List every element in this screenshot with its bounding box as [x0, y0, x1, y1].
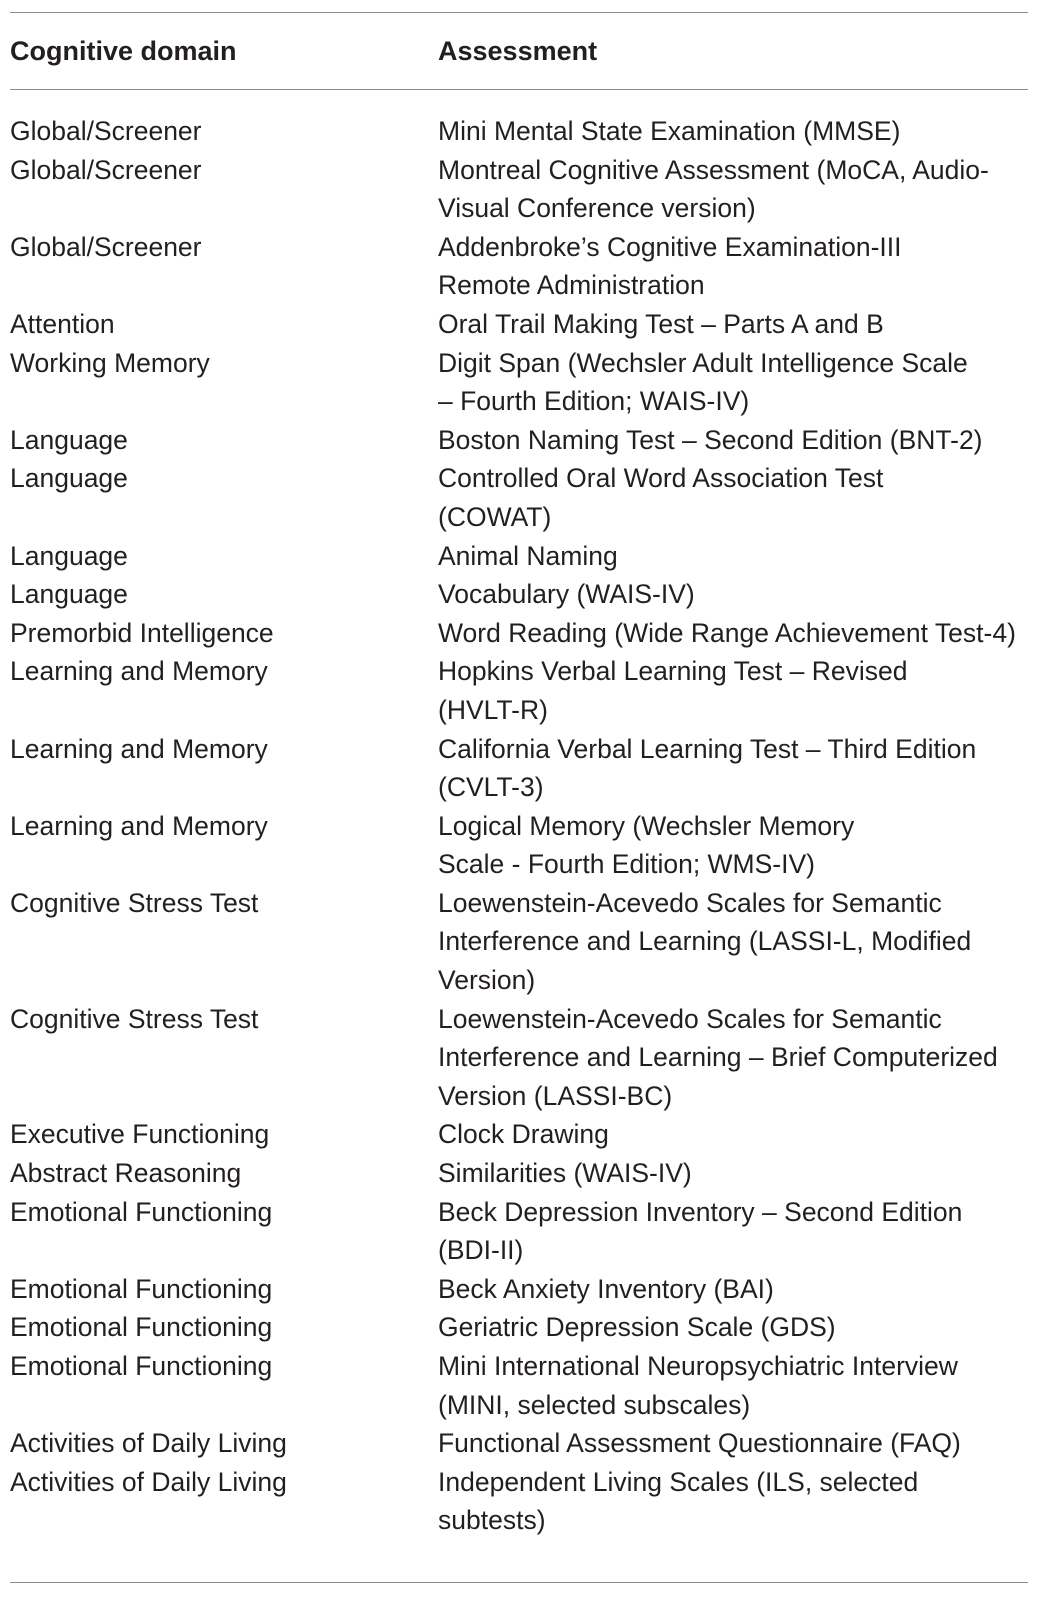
cell-cognitive-domain: Premorbid Intelligence	[10, 617, 274, 648]
cell-cognitive-domain: Emotional Functioning	[10, 1196, 273, 1227]
cell-cognitive-domain: Learning and Memory	[10, 733, 268, 764]
table-row	[10, 112, 1028, 151]
table-row	[10, 1115, 1028, 1154]
cell-assessment: Loewenstein-Acevedo Scales for Semantic Interference and Learning (LASSI-L, Modified Version)	[438, 887, 972, 996]
cell-cognitive-domain: Language	[10, 579, 128, 610]
table-row	[10, 1463, 1028, 1540]
cell-assessment: Similarities (WAIS-IV)	[438, 1158, 692, 1189]
cell-assessment: Geriatric Depression Scale (GDS)	[438, 1312, 836, 1343]
cell-assessment: Independent Living Scales (ILS, selected subtests)	[438, 1466, 919, 1536]
table-row	[10, 1193, 1028, 1270]
cell-assessment: Functional Assessment Questionnaire (FAQ)	[438, 1428, 961, 1459]
cell-cognitive-domain: Abstract Reasoning	[10, 1158, 242, 1189]
cell-cognitive-domain: Language	[10, 540, 128, 571]
table-body	[10, 90, 1028, 1540]
cell-cognitive-domain: Emotional Functioning	[10, 1351, 273, 1381]
bottom-rule	[10, 1582, 1028, 1583]
table-row	[10, 1308, 1028, 1347]
table-row	[10, 151, 1028, 228]
cell-cognitive-domain: Global/Screener	[10, 154, 202, 185]
cell-assessment: Oral Trail Making Test – Parts A and B	[438, 308, 884, 339]
table-row	[10, 1424, 1028, 1463]
cell-cognitive-domain: Activities of Daily Living	[10, 1466, 287, 1497]
header-assessment: Assessment	[438, 35, 598, 66]
cell-cognitive-domain: Learning and Memory	[10, 656, 268, 687]
cell-assessment: California Verbal Learning Test – Third Edition (CVLT-3)	[438, 733, 977, 803]
cell-assessment: Logical Memory (Wechsler Memory Scale - Fourth Edition; WMS-IV)	[438, 810, 855, 880]
cell-assessment: Digit Span (Wechsler Adult Intelligence Scale – Fourth Edition; WAIS-IV)	[438, 347, 968, 417]
table-row	[10, 730, 1028, 807]
table-row	[10, 1270, 1028, 1309]
table-row	[10, 807, 1028, 884]
cell-assessment: Boston Naming Test – Second Edition (BNT-2)	[438, 424, 983, 455]
cell-assessment: Vocabulary (WAIS-IV)	[438, 579, 695, 610]
cell-assessment: Beck Depression Inventory – Second Edition (BDI-II)	[438, 1196, 963, 1266]
cell-assessment: Montreal Cognitive Assessment (MoCA, Audio- Visual Conference version)	[438, 154, 989, 224]
table-header	[10, 13, 1028, 89]
cell-assessment: Loewenstein-Acevedo Scales for Semantic Interference and Learning – Brief Computerized Version (LASSI-BC)	[438, 1003, 998, 1111]
cell-cognitive-domain: Emotional Functioning	[10, 1312, 273, 1343]
cell-assessment: Animal Naming	[438, 540, 618, 571]
assessment-table	[10, 12, 1028, 1540]
cell-assessment: Clock Drawing	[438, 1119, 609, 1150]
cell-assessment: Hopkins Verbal Learning Test – Revised (HVLT-R)	[438, 656, 908, 725]
cell-cognitive-domain: Global/Screener	[10, 116, 202, 146]
table-row	[10, 459, 1028, 536]
cell-cognitive-domain: Language	[10, 424, 128, 455]
table-row	[10, 614, 1028, 653]
table-row	[10, 1000, 1028, 1116]
table-row	[10, 652, 1028, 729]
table-row	[10, 575, 1028, 614]
table-row	[10, 1347, 1028, 1424]
cell-cognitive-domain: Language	[10, 463, 128, 494]
table-row	[10, 344, 1028, 421]
table-row	[10, 421, 1028, 460]
table-row	[10, 884, 1028, 1000]
cell-cognitive-domain: Executive Functioning	[10, 1119, 270, 1150]
cell-cognitive-domain: Working Memory	[10, 347, 210, 378]
cell-assessment: Addenbroke’s Cognitive Examination-III Remote Administration	[438, 231, 902, 301]
cell-assessment: Mini Mental State Examination (MMSE)	[438, 116, 901, 146]
cell-assessment: Word Reading (Wide Range Achievement Test-4)	[438, 617, 1016, 648]
cell-cognitive-domain: Emotional Functioning	[10, 1273, 273, 1304]
cell-assessment: Mini International Neuropsychiatric Interview (MINI, selected subscales)	[438, 1351, 958, 1420]
table-row	[10, 228, 1028, 305]
table-row	[10, 1154, 1028, 1193]
cell-assessment: Controlled Oral Word Association Test (COWAT)	[438, 463, 884, 532]
cell-assessment: Beck Anxiety Inventory (BAI)	[438, 1273, 774, 1304]
table-row	[10, 537, 1028, 576]
cell-cognitive-domain: Attention	[10, 308, 115, 339]
cell-cognitive-domain: Cognitive Stress Test	[10, 887, 259, 918]
cell-cognitive-domain: Learning and Memory	[10, 810, 268, 841]
header-cognitive-domain: Cognitive domain	[10, 35, 237, 66]
cell-cognitive-domain: Activities of Daily Living	[10, 1428, 287, 1459]
cell-cognitive-domain: Global/Screener	[10, 231, 202, 262]
cell-cognitive-domain: Cognitive Stress Test	[10, 1003, 259, 1034]
table-row	[10, 305, 1028, 344]
